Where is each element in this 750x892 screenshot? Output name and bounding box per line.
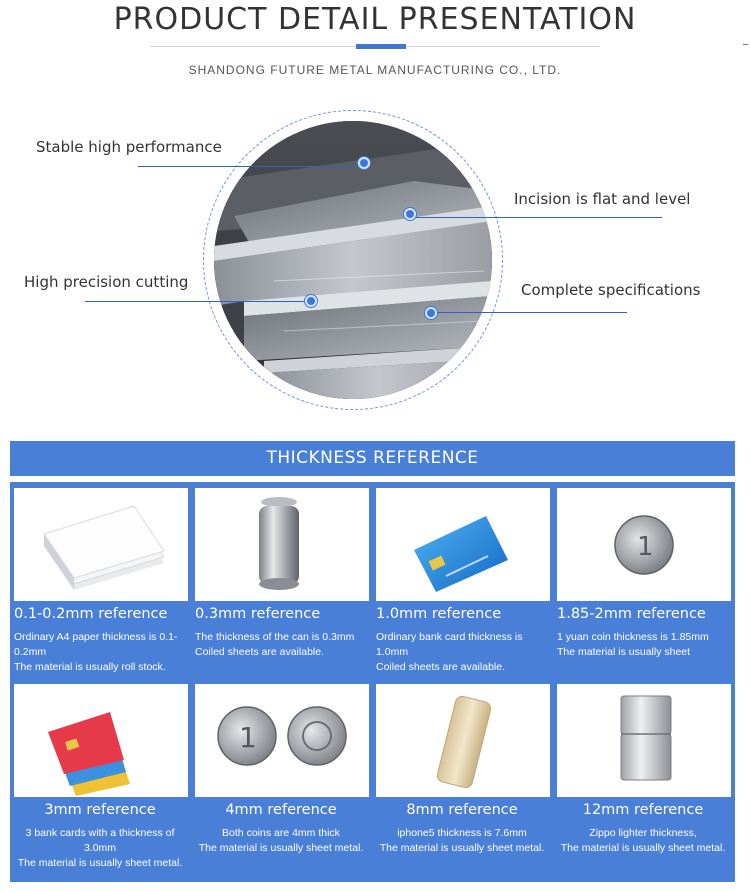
callout-line-incision (410, 217, 662, 218)
svg-text:1: 1 (637, 532, 654, 562)
thickness-ref: 12mm reference (582, 802, 704, 818)
desc-line: The material is usually sheet metal. (560, 842, 726, 854)
desc-line: Ordinary A4 paper thickness is 0.1-0.2mm (14, 631, 178, 658)
thickness-card (553, 482, 734, 678)
thickness-heading: THICKNESS REFERENCE (266, 448, 479, 468)
feature-incision: Incision is flat and level (514, 190, 691, 208)
two-coins-icon (195, 684, 369, 797)
thickness-ref: 0.1-0.2mm reference (14, 606, 168, 622)
desc-line: The material is usually roll stock. (14, 661, 166, 673)
desc-line: 1 yuan coin thickness is 1.85mm (557, 631, 709, 643)
feature-stable: Stable high performance (36, 138, 222, 156)
thickness-card (553, 678, 734, 874)
thickness-card (372, 482, 553, 678)
svg-text:1: 1 (239, 721, 257, 754)
desc-line: The material is usually sheet metal. (17, 857, 183, 869)
bank-card-icon (376, 488, 550, 601)
thickness-card (10, 678, 191, 874)
thickness-ref: 1.0mm reference (376, 606, 502, 622)
desc-line: The material is usually sheet metal. (198, 842, 364, 854)
desc-line: Both coins are 4mm thick (222, 827, 340, 839)
thickness-ref: 1.85-2mm reference (557, 606, 706, 622)
callout-line-specs (432, 312, 627, 313)
feature-precision: High precision cutting (24, 273, 189, 291)
thickness-desc (14, 630, 190, 675)
thickness-card (191, 482, 372, 678)
desc-line: The material is usually sheet (557, 646, 691, 658)
thickness-ref: 8mm reference (406, 802, 518, 818)
thickness-ref: 4mm reference (225, 802, 337, 818)
metal-plates-image (214, 121, 492, 399)
thickness-desc (195, 630, 371, 660)
feature-specs: Complete specifications (521, 281, 701, 299)
thickness-card (372, 678, 553, 874)
callout-dot-precision (305, 295, 317, 307)
company-name: SHANDONG FUTURE METAL MANUFACTURING CO., LTD. (188, 63, 562, 77)
thickness-desc (376, 630, 552, 675)
callout-line-precision (85, 301, 313, 302)
corner-mark (743, 44, 748, 45)
desc-line: The thickness of the can is 0.3mm (195, 631, 355, 643)
title-accent-bar (356, 44, 406, 49)
thickness-header (10, 441, 735, 476)
thickness-card (191, 678, 372, 874)
desc-line: Coiled sheets are available. (195, 646, 324, 658)
desc-line: Zippo lighter thickness, (589, 827, 697, 839)
desc-line: The material is usually sheet metal. (379, 842, 545, 854)
callout-dot-incision (404, 208, 416, 220)
thickness-desc (193, 826, 369, 856)
desc-line: iphone5 thickness is 7.6mm (397, 827, 527, 839)
thickness-grid (10, 482, 735, 882)
lighter-icon (557, 684, 731, 797)
paper-stack-icon (14, 488, 188, 601)
thickness-card (10, 482, 191, 678)
desc-line: Coiled sheets are available. (376, 661, 505, 673)
page-header (0, 0, 750, 90)
callout-dot-specs (425, 307, 437, 319)
phone-icon (376, 684, 550, 797)
thickness-desc (374, 826, 550, 856)
can-icon (195, 488, 369, 601)
thickness-desc (555, 826, 731, 856)
feature-hero (0, 95, 750, 425)
thickness-desc (12, 826, 188, 871)
bank-cards-icon (14, 684, 188, 797)
coin-icon (557, 488, 731, 601)
page-title: PRODUCT DETAIL PRESENTATION (113, 2, 637, 37)
thickness-ref: 3mm reference (44, 802, 156, 818)
callout-dot-stable (358, 157, 370, 169)
desc-line: Ordinary bank card thickness is 1.0mm (376, 631, 523, 658)
callout-line-stable (138, 166, 363, 167)
desc-line: 3 bank cards with a thickness of 3.0mm (25, 827, 175, 854)
thickness-ref: 0.3mm reference (195, 606, 321, 622)
thickness-desc (557, 630, 733, 660)
